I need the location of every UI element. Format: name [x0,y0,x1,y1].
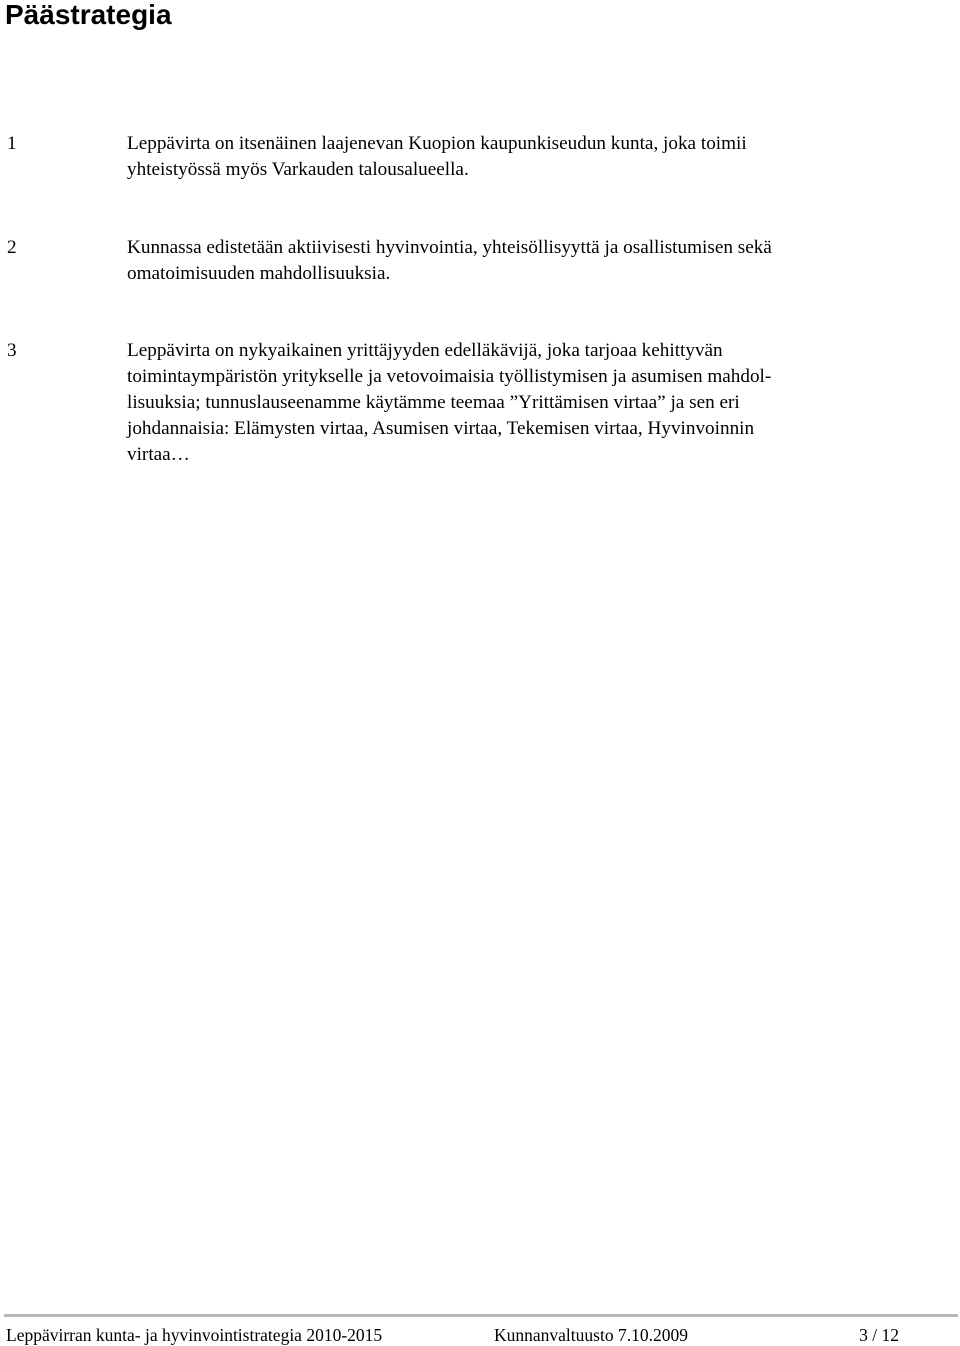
item-line: Leppävirta on itsenäinen laajenevan Kuopion kaupunkiseudun kunta, joka toimii [127,133,747,154]
item-number: 3 [7,340,17,361]
item-text [127,338,907,468]
footer-page-number: 3 / 12 [859,1325,899,1345]
page-title: Päästrategia [5,0,172,30]
footer-divider [4,1314,958,1317]
item-line: johdannaisia: Elämysten virtaa, Asumisen virtaa, Tekemisen virtaa, Hyvinvoinnin [127,418,755,439]
item-line: lisuuksia; tunnuslauseenamme käytämme teemaa ”Yrittämisen virtaa” ja sen eri [127,392,740,413]
item-text [127,131,907,183]
item-number: 2 [7,237,17,258]
footer-meeting-date: Kunnanvaltuusto 7.10.2009 [494,1325,688,1345]
item-line: omatoimisuuden mahdollisuuksia. [127,263,391,284]
item-line: toimintaympäristön yritykselle ja vetovoimaisia työllistymisen ja asumisen mahdol- [127,366,772,387]
item-text [127,235,907,287]
item-line: yhteistyössä myös Varkauden talousalueella. [127,159,469,180]
footer-document-title: Leppävirran kunta- ja hyvinvointistrategia 2010-2015 [6,1325,383,1345]
item-line: virtaa… [127,444,190,465]
item-line: Leppävirta on nykyaikainen yrittäjyyden edelläkävijä, joka tarjoaa kehittyvän [127,340,723,361]
item-line: Kunnassa edistetään aktiivisesti hyvinvointia, yhteisöllisyyttä ja osallistumisen sekä [127,237,772,258]
item-number: 1 [7,133,17,154]
